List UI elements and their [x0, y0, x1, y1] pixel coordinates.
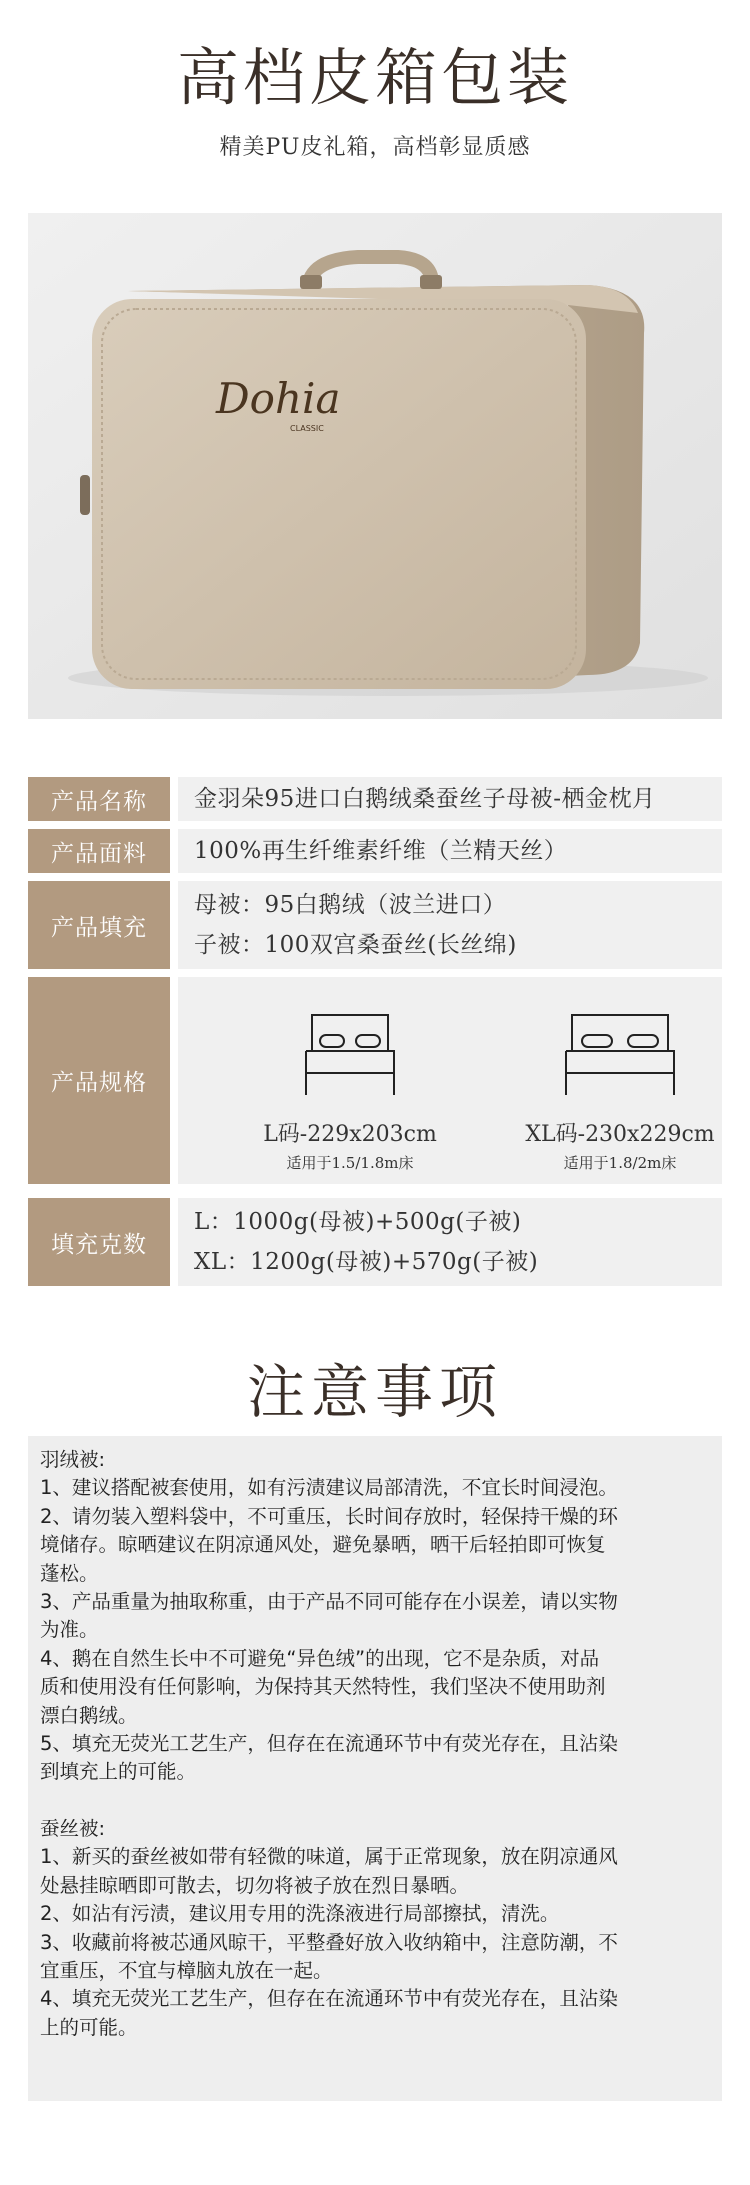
note-line: 2、如沾有污渍，建议用专用的洗涤液进行局部擦拭，清洗。: [40, 1902, 560, 1926]
note-line: 为准。: [40, 1618, 99, 1642]
spec-row-size: [28, 977, 722, 1184]
spec-label: 填充克数: [28, 1198, 170, 1286]
note-line: 上的可能。: [40, 2015, 138, 2039]
note-line: 质和使用没有任何影响，为保持其天然特性，我们坚决不使用助剂: [40, 1675, 606, 1699]
down-heading: 羽绒被:: [40, 1448, 106, 1471]
spec-label: 产品规格: [28, 977, 170, 1184]
spec-value: [178, 977, 722, 1184]
note-line: 到填充上的可能。: [40, 1760, 197, 1784]
spec-label: 产品填充: [28, 881, 170, 969]
note-line: 1、建议搭配被套使用，如有污渍建议局部清洗，不宜长时间浸泡。: [40, 1476, 618, 1500]
note-line: 3、收藏前将被芯通风晾干，平整叠好放入收纳箱中，注意防潮，不: [40, 1930, 618, 1954]
brand-logo-sub: CLASSIC: [290, 424, 324, 433]
spec-label: 产品名称: [28, 777, 170, 821]
note-line: 5、填充无荧光工艺生产，但存在在流通环节中有荧光存在，且沾染: [40, 1732, 618, 1756]
spec-value: 100%再生纤维素纤维（兰精天丝）: [178, 829, 722, 873]
silk-heading: 蚕丝被:: [40, 1816, 106, 1840]
size-label: XL码-230x229cm: [525, 1122, 715, 1147]
spec-row-fabric: [28, 829, 722, 873]
note-line: 4、鹅在自然生长中不可避免“异色绒”的出现，它不是杂质，对品: [40, 1646, 600, 1670]
note-line: 处悬挂晾晒即可散去，切勿将被子放在烈日暴晒。: [40, 1873, 470, 1897]
note-line: 宜重压，不宜与樟脑丸放在一起。: [40, 1958, 333, 1982]
size-fit: 适用于1.5/1.8m床: [286, 1154, 414, 1172]
spec-value: 金羽朵95进口白鹅绒桑蚕丝子母被-栖金枕月: [178, 777, 722, 821]
spec-row-name: [28, 777, 722, 821]
size-fit: 适用于1.8/2m床: [563, 1154, 677, 1172]
note-line: 境储存。晾晒建议在阴凉通风处，避免暴晒，晒干后轻拍即可恢复: [40, 1533, 606, 1557]
note-line: 1、新买的蚕丝被如带有轻微的味道，属于正常现象，放在阴凉通风: [40, 1845, 618, 1869]
brand-logo: Dohia: [216, 374, 341, 423]
note-line: 4、填充无荧光工艺生产，但存在在流通环节中有荧光存在，且沾染: [40, 1987, 618, 2011]
size-option-l: [220, 1011, 480, 1173]
spec-value: L：1000g(母被)+500g(子被) XL：1200g(母被)+570g(子被): [178, 1198, 722, 1286]
size-label: L码-229x203cm: [263, 1122, 437, 1147]
notice-panel: [28, 1436, 722, 2101]
page-subtitle: 精美PU皮礼箱，高档彰显质感: [219, 135, 531, 160]
product-photo: [28, 213, 722, 719]
spec-row-filling: [28, 881, 722, 969]
notice-title: 注意事项: [246, 1358, 503, 1426]
size-option-xl: [490, 1011, 750, 1173]
note-line: 蓬松。: [40, 1561, 99, 1585]
spec-row-weight: [28, 1198, 722, 1286]
note-line: 漂白鹅绒。: [40, 1703, 138, 1727]
suitcase-image: [28, 213, 722, 719]
bed-icon: [562, 1011, 678, 1105]
bed-icon: [302, 1011, 398, 1105]
spec-value: 母被：95白鹅绒（波兰进口） 子被：100双宫桑蚕丝(长丝绵): [178, 881, 722, 969]
page-title: 高档皮箱包装: [176, 41, 573, 114]
note-line: 2、请勿装入塑料袋中，不可重压，长时间存放时，轻保持干燥的环: [40, 1504, 618, 1528]
note-line: 3、产品重量为抽取称重，由于产品不同可能存在小误差，请以实物: [40, 1590, 618, 1614]
spec-label: 产品面料: [28, 829, 170, 873]
